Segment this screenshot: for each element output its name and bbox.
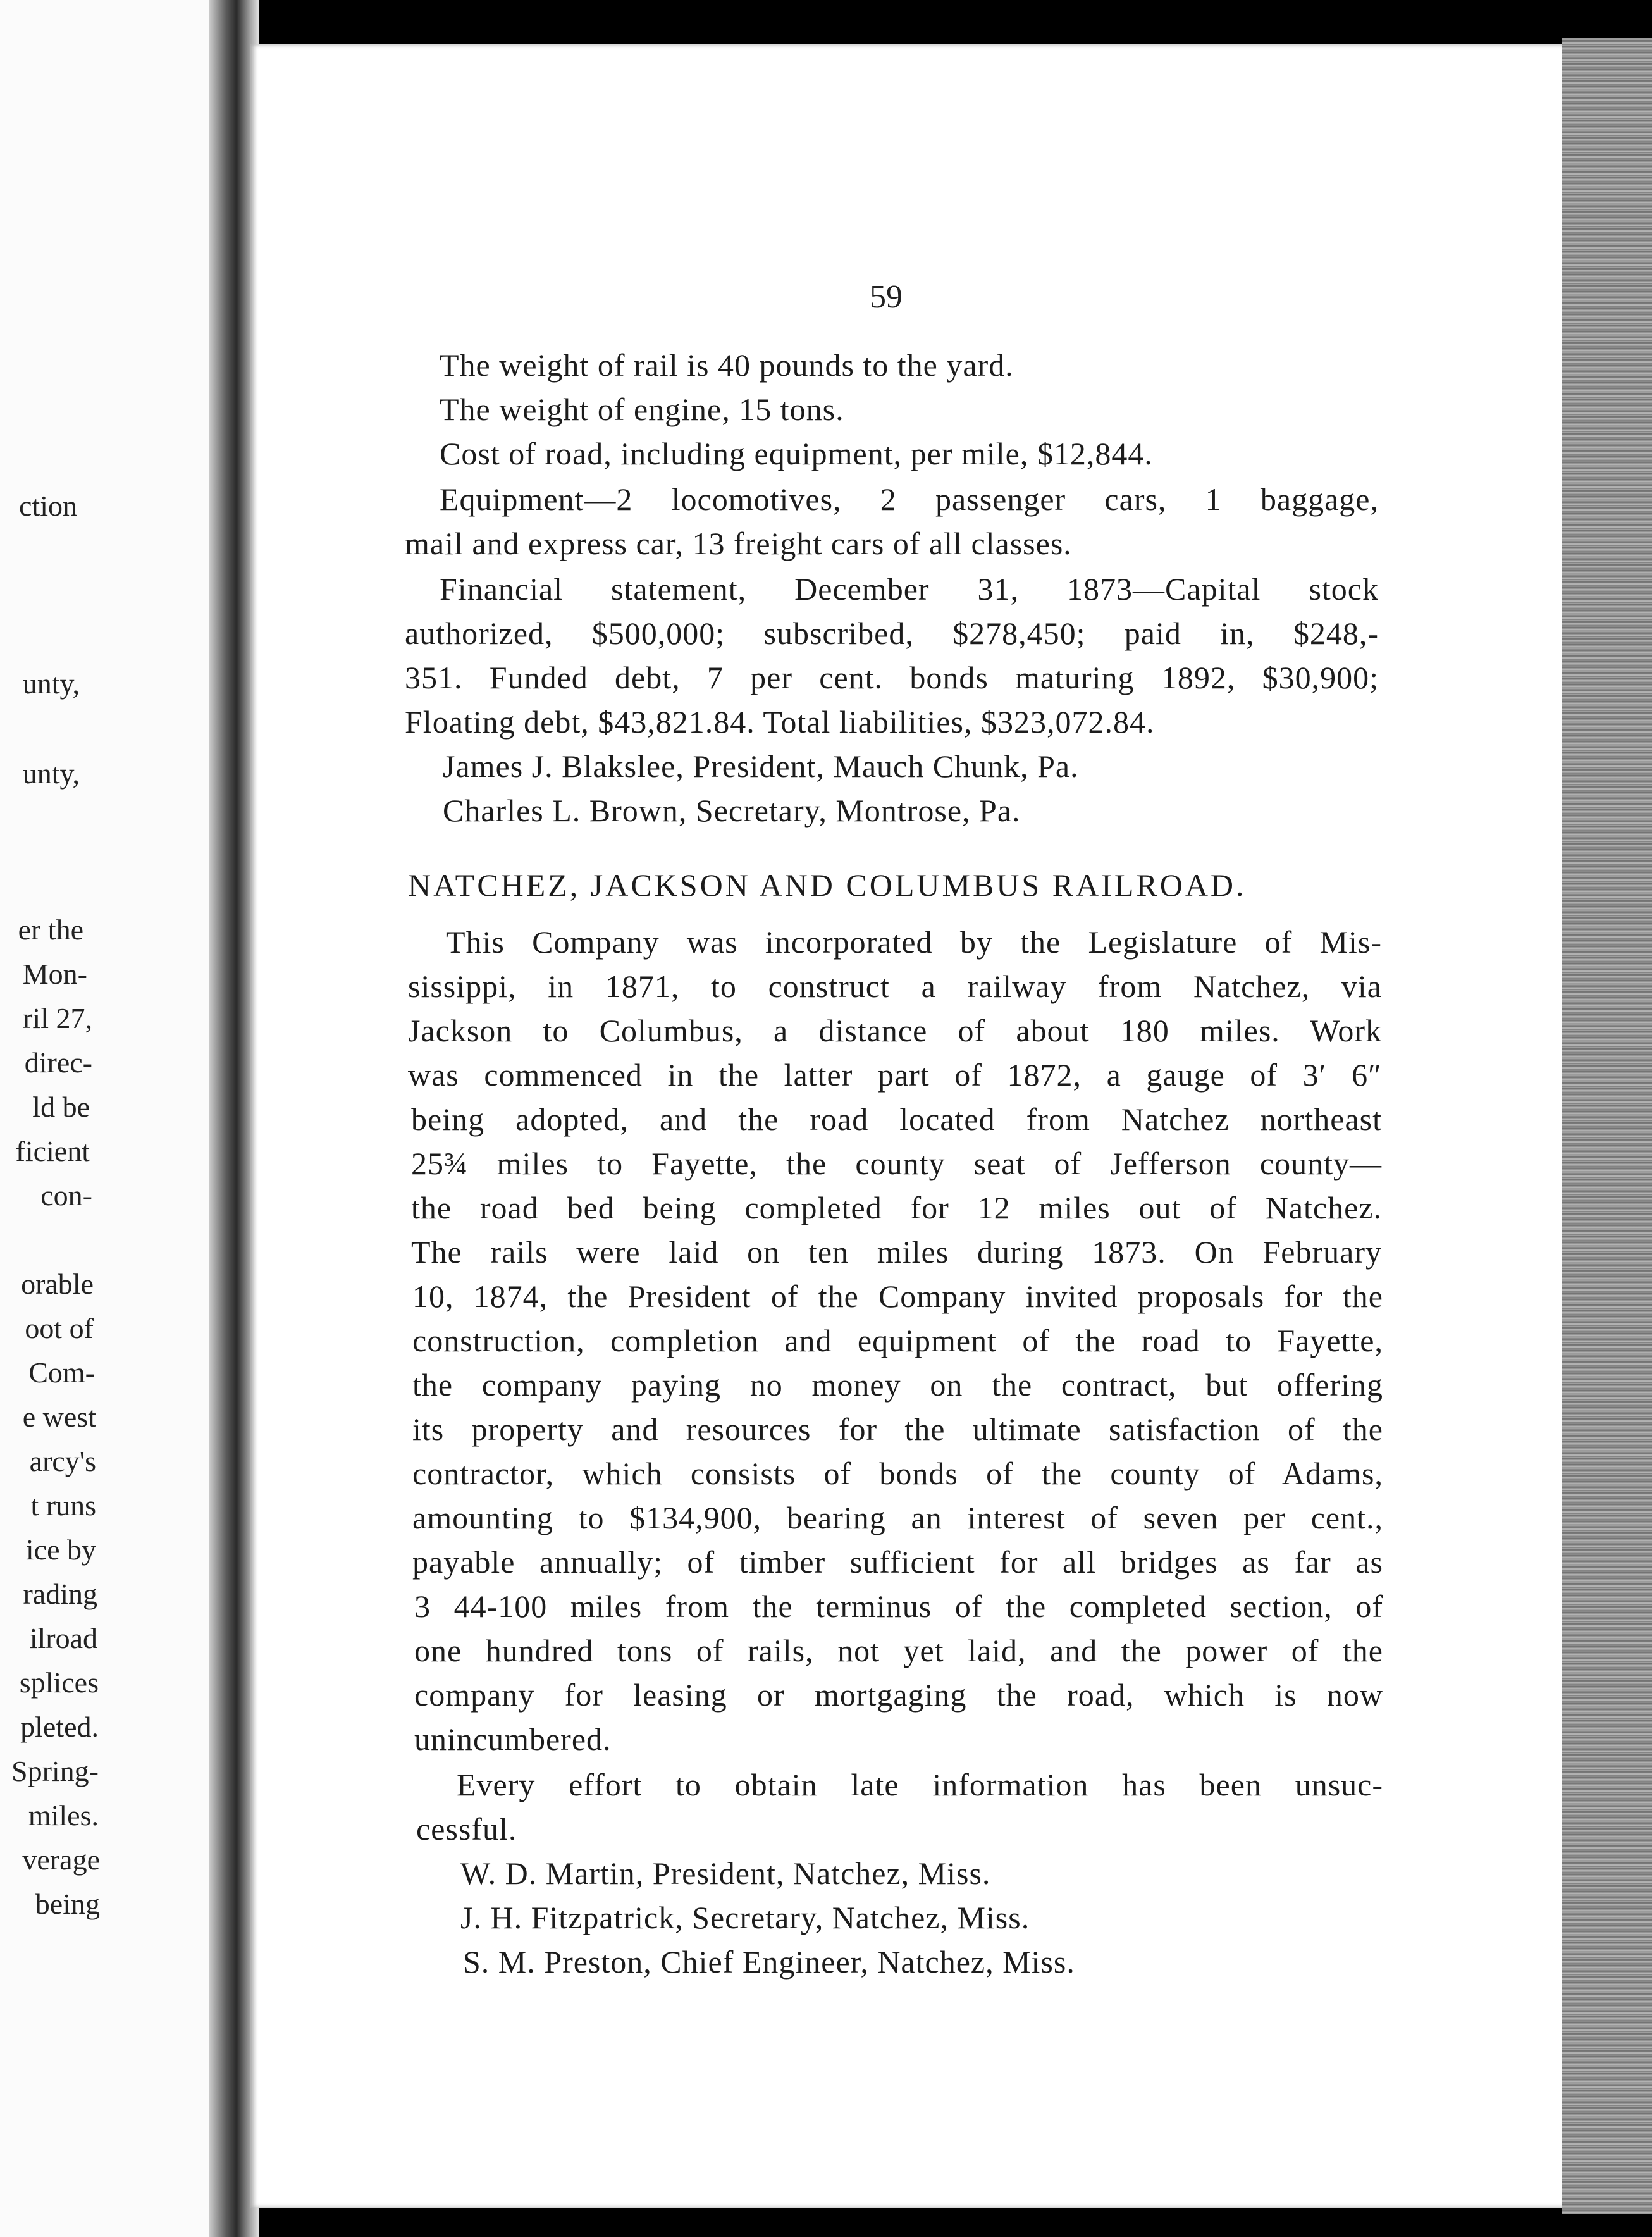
left-fragment-line: t runs: [30, 1489, 96, 1521]
left-fragment-line: Com-: [28, 1356, 95, 1389]
text-line: the road bed being completed for 12 miles out of Natchez.: [411, 1190, 1382, 1225]
left-fragment-line: ficient: [15, 1135, 90, 1167]
text-line: Every effort to obtain late information has been unsuc-: [457, 1767, 1383, 1802]
text-line: The rails were laid on ten miles during 1873. On February: [411, 1234, 1382, 1270]
text-line: Cost of road, including equipment, per mile, $12,844.: [440, 436, 1153, 471]
text-line: authorized, $500,000; subscribed, $278,450; paid in, $248,-: [405, 616, 1379, 651]
text-line: its property and resources for the ultimate satisfaction of the: [412, 1411, 1383, 1447]
section-heading: NATCHEZ, JACKSON AND COLUMBUS RAILROAD.: [408, 867, 1247, 903]
text-line: Charles L. Brown, Secretary, Montrose, Pa.: [443, 793, 1021, 828]
left-fragment-line: e west: [22, 1401, 96, 1433]
text-line: J. H. Fitzpatrick, Secretary, Natchez, Miss.: [460, 1900, 1030, 1935]
left-fragment-line: con-: [40, 1179, 92, 1211]
text-line: 25¾ miles to Fayette, the county seat of Jefferson county—: [411, 1146, 1382, 1181]
text-line: The weight of rail is 40 pounds to the yard.: [440, 347, 1014, 383]
text-line: Financial statement, December 31, 1873—Capital stock: [440, 571, 1379, 607]
text-line: amounting to $134,900, bearing an interest of seven per cent.,: [412, 1500, 1383, 1535]
text-line: James J. Blakslee, President, Mauch Chunk, Pa.: [443, 748, 1079, 784]
text-line: This Company was incorporated by the Legislature of Mis-: [446, 924, 1382, 960]
text-line: being adopted, and the road located from Natchez northeast: [411, 1101, 1382, 1137]
left-fragment-line: orable: [21, 1268, 94, 1300]
text-line: 10, 1874, the President of the Company invited proposals for the: [412, 1279, 1383, 1314]
text-line: the company paying no money on the contract, but offering: [412, 1367, 1383, 1403]
left-fragment-line: arcy's: [29, 1445, 96, 1477]
text-line: Jackson to Columbus, a distance of about 180 miles. Work: [408, 1013, 1382, 1048]
left-fragment-line: Spring-: [11, 1755, 99, 1787]
left-fragment-line: unty,: [22, 757, 80, 790]
text-line: sissippi, in 1871, to construct a railway from Natchez, via: [408, 969, 1382, 1004]
text-line: The weight of engine, 15 tons.: [440, 392, 844, 427]
left-fragment-line: verage: [22, 1844, 100, 1876]
text-line: was commenced in the latter part of 1872, a gauge of 3′ 6″: [408, 1057, 1382, 1093]
left-fragment-line: splices: [19, 1666, 99, 1699]
text-line: mail and express car, 13 freight cars of all classes.: [405, 526, 1072, 561]
left-fragment-line: pleted.: [20, 1711, 99, 1743]
page-number: 59: [870, 279, 903, 315]
text-line: company for leasing or mortgaging the road, which is now: [414, 1677, 1383, 1713]
text-line: S. M. Preston, Chief Engineer, Natchez, Miss.: [463, 1944, 1075, 1980]
text-line: Floating debt, $43,821.84. Total liabilities, $323,072.84.: [405, 704, 1155, 740]
left-fragment-line: being: [35, 1888, 100, 1920]
text-line: payable annually; of timber sufficient for all bridges as far as: [412, 1544, 1383, 1580]
text-line: one hundred tons of rails, not yet laid, and the power of the: [414, 1633, 1383, 1668]
left-fragment-line: ction: [19, 490, 77, 522]
left-fragment-line: miles.: [28, 1799, 99, 1831]
page-edge: [1562, 38, 1652, 2214]
text-line: cessful.: [416, 1811, 517, 1847]
text-line: construction, completion and equipment of the road to Fayette,: [412, 1323, 1383, 1358]
left-fragment-line: oot of: [25, 1312, 94, 1344]
text-line: Equipment—2 locomotives, 2 passenger cars, 1 baggage,: [440, 481, 1379, 517]
left-fragment-line: Mon-: [22, 958, 87, 990]
text-line: unincumbered.: [414, 1721, 612, 1757]
left-fragment-line: unty,: [22, 667, 80, 700]
text-line: contractor, which consists of bonds of the county of Adams,: [412, 1456, 1383, 1491]
left-fragment-line: er the: [18, 914, 83, 946]
left-fragment-line: ice by: [25, 1534, 96, 1566]
text-line: W. D. Martin, President, Natchez, Miss.: [460, 1856, 991, 1891]
left-page-fragment: [0, 0, 234, 2237]
left-fragment-line: ld be: [32, 1091, 90, 1123]
text-line: 3 44-100 miles from the terminus of the completed section, of: [414, 1589, 1383, 1624]
left-fragment-line: direc-: [24, 1046, 92, 1079]
left-fragment-line: ilroad: [29, 1622, 97, 1654]
text-line: 351. Funded debt, 7 per cent. bonds maturing 1892, $30,900;: [405, 660, 1379, 695]
left-fragment-line: rading: [23, 1578, 97, 1610]
left-fragment-line: ril 27,: [23, 1002, 92, 1034]
